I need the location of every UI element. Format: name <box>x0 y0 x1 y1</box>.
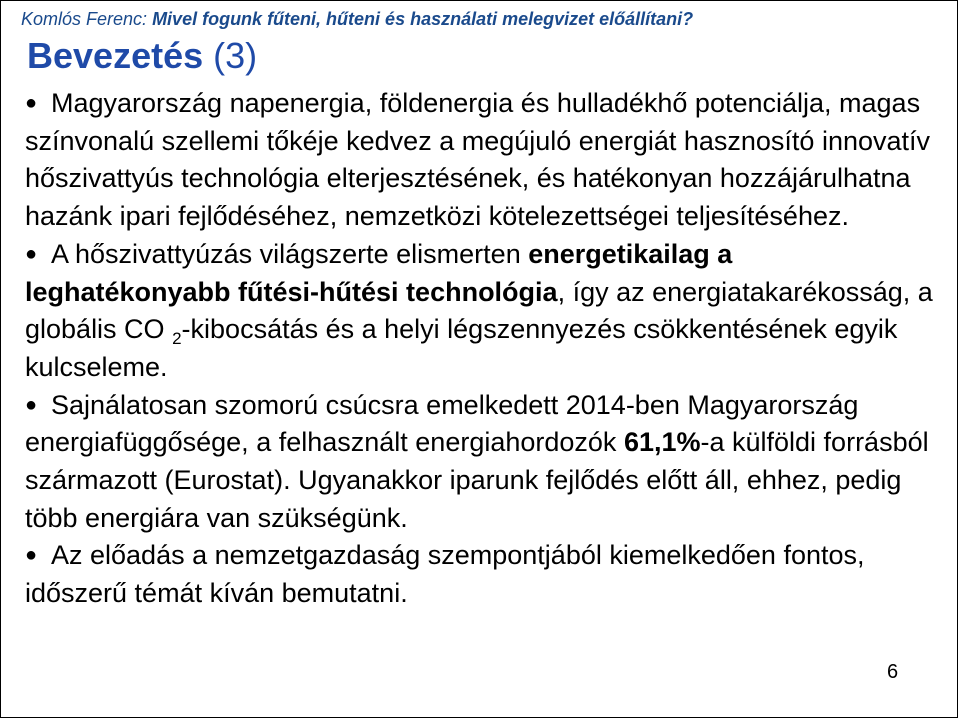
page-number: 6 <box>887 661 899 683</box>
paragraph-3 <box>25 387 943 538</box>
bullet-icon: ● <box>25 544 38 567</box>
header-topic: Mivel fogunk fűteni, hűteni és használati melegvizet előállítani? <box>152 9 694 29</box>
paragraph-1 <box>25 85 943 236</box>
header-author: Komlós Ferenc <box>21 9 143 29</box>
title-main: Bevezetés <box>27 35 204 76</box>
bullet-icon: ● <box>25 242 38 265</box>
paragraph-2-bold: energetikailag a leghatékonyabb fűtési-hűtési technológia <box>25 238 733 307</box>
paragraph-4 <box>25 537 943 612</box>
header-separator: : <box>142 9 153 29</box>
title-number: (3) <box>213 35 258 76</box>
paragraph-3-bold: 61,1% <box>623 427 701 458</box>
bullet-icon: ● <box>25 393 38 416</box>
paragraph-4-text: Az előadás a nemzetgazdaság szempontjából kiemelkedően fontos, időszerű témát kíván bemutatni. <box>25 540 865 609</box>
slide-title <box>27 35 257 77</box>
paragraph-3-pre: Sajnálatosan szomorú csúcsra emelkedett 2014-ben Magyarország energiafüggősége, a felhasznált energiahordozók <box>25 389 859 458</box>
slide-header <box>21 9 693 30</box>
paragraph-2 <box>25 236 943 387</box>
paragraph-2-pre: A hőszivattyúzás világszerte elismerten <box>51 238 529 269</box>
paragraph-2-post: -kibocsátás és a helyi légszennyezés csökkentésének egyik kulcseleme. <box>25 314 898 382</box>
paragraph-2-mid: , így az energiatakarékosság, a globális CO <box>25 276 933 345</box>
slide-body <box>25 85 943 613</box>
co2-subscript: 2 <box>172 329 182 349</box>
paragraph-1-text: Magyarország napenergia, földenergia és hulladékhő potenciálja, magas színvonalú szellemi tőkéje kedvez a megújuló energiát hasznosító innovatív hőszivattyús technológia elterjesztésének, és hatékonyan hozzájárulhatna hazánk ipari fejlődéséhez, nemzetközi kötelezettségei teljesítéséhez. <box>25 88 931 232</box>
paragraph-3-post: -a külföldi forrásból származott (Eurostat). Ugyanakkor iparunk fejlődés előtt áll, ehhez, pedig több energiára van szükségünk. <box>25 427 929 533</box>
bullet-icon: ● <box>25 92 38 114</box>
